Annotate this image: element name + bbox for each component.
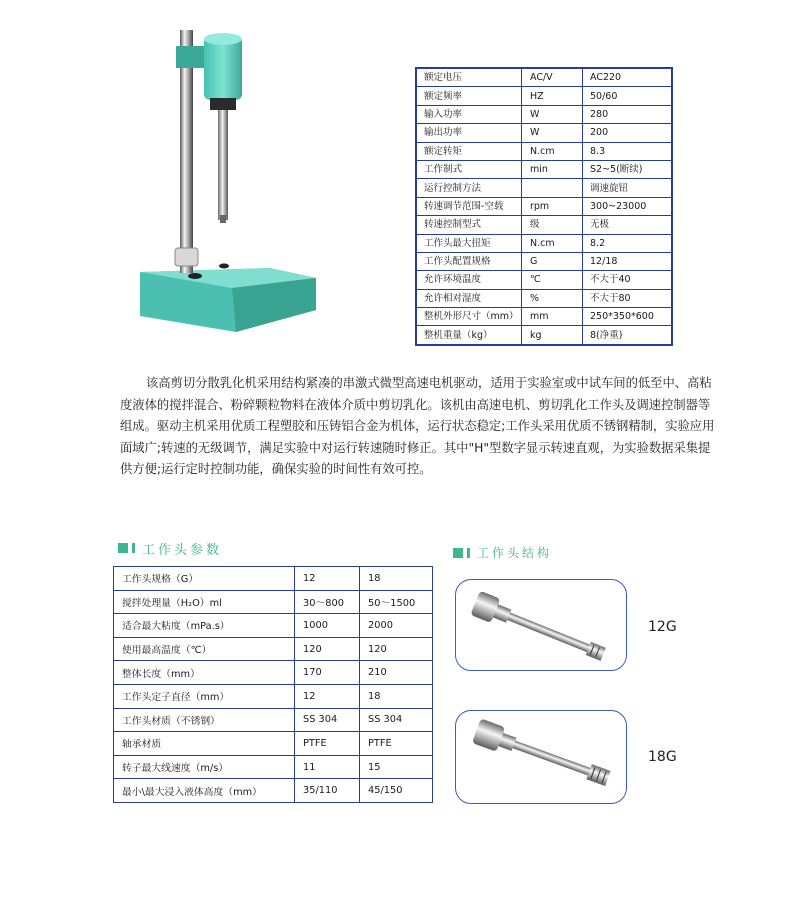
spec-name: 整机外形尺寸（mm） [416,308,522,326]
spec-row [416,234,672,252]
param-name: 工作头材质（不锈钢） [114,708,295,732]
head-18g-image [456,711,626,803]
param-name: 工作头规格（G） [114,567,295,591]
spec-value: 不大于80 [583,289,673,307]
spec-name: 输出功率 [416,124,522,142]
param-18g: 45/150 [360,779,433,803]
spec-row [416,142,672,160]
param-name: 转子最大线速度（m/s） [114,755,295,779]
param-name: 使用最高温度（℃） [114,637,295,661]
spec-unit [522,179,583,197]
spec-row [416,179,672,197]
spec-name: 工作头配置规格 [416,252,522,270]
spec-value: 280 [583,105,673,123]
param-12g: 11 [295,755,360,779]
spec-name: 允许相对湿度 [416,289,522,307]
spec-row [416,160,672,178]
spec-unit: 级 [522,216,583,234]
param-12g: 30～800 [295,590,360,614]
spec-name: 输入功率 [416,105,522,123]
spec-row [416,124,672,142]
param-12g: 12 [295,567,360,591]
spec-value: 无极 [583,216,673,234]
spec-row [416,68,672,87]
product-description: 该高剪切分散乳化机采用结构紧凑的串激式微型高速电机驱动，适用于实验室或中试车间的低至中、高粘度液体的搅拌混合、粉碎颗粒物料在液体介质中剪切乳化。该机由高速电机、剪切乳化工作头及调速控制器等组成。驱动主机采用优质工程塑胶和压铸铝合金为机体，运行状态稳定;工作头采用优质不锈钢精制，实验应用面域广;转速的无级调节，满足实验中对运行转速随时修正。其中"H"型数字显示转速直观，为实验数据采集提供方便;运行定时控制功能，确保实验的时间性有效可控。 [120,376,715,476]
spec-row [416,271,672,289]
param-row [114,661,433,685]
spec-unit: G [522,252,583,270]
spec-name: 转速控制型式 [416,216,522,234]
spec-name: 允许环境温度 [416,271,522,289]
param-row [114,614,433,638]
param-18g: 18 [360,684,433,708]
spec-unit: HZ [522,87,583,105]
param-row [114,684,433,708]
spec-name: 运行控制方法 [416,179,522,197]
spec-table [415,67,673,346]
spec-unit: % [522,289,583,307]
spec-unit: min [522,160,583,178]
param-row [114,567,433,591]
spec-value: AC220 [583,68,673,87]
param-12g: 170 [295,661,360,685]
spec-row [416,252,672,270]
spec-value: 200 [583,124,673,142]
spec-row [416,197,672,215]
disperser-product-image [120,20,320,340]
param-12g: 12 [295,684,360,708]
spec-name: 额定频率 [416,87,522,105]
section-square-icon [453,548,463,558]
spec-name: 工作制式 [416,160,522,178]
param-18g: 120 [360,637,433,661]
param-18g: 2000 [360,614,433,638]
head-12g-image [456,580,626,670]
param-12g: 35/110 [295,779,360,803]
spec-unit: W [522,105,583,123]
spec-value: 不大于40 [583,271,673,289]
param-name: 整体长度（mm） [114,661,295,685]
head-12g-label: 12G [648,619,677,635]
param-row [114,755,433,779]
head-12g-box [455,579,627,671]
spec-row [416,308,672,326]
head-params-table [113,566,433,803]
section-structure-header [453,545,653,565]
spec-value: S2~5(断续) [583,160,673,178]
section-params-header [118,540,318,560]
spec-unit: ℃ [522,271,583,289]
spec-row [416,216,672,234]
spec-name: 工作头最大扭矩 [416,234,522,252]
param-12g: SS 304 [295,708,360,732]
spec-unit: rpm [522,197,583,215]
spec-unit: mm [522,308,583,326]
section-bar-icon [132,543,135,553]
spec-row [416,289,672,307]
param-row [114,637,433,661]
param-18g: SS 304 [360,708,433,732]
param-row [114,732,433,756]
spec-value: 50/60 [583,87,673,105]
section-structure-title: 工作头结构 [477,546,553,560]
spec-value: 调速旋钮 [583,179,673,197]
spec-unit: AC/V [522,68,583,87]
param-name: 最小\最大浸入液体高度（mm） [114,779,295,803]
spec-name: 转速调节范围-空载 [416,197,522,215]
spec-value: 8.3 [583,142,673,160]
spec-name: 整机重量（kg） [416,326,522,345]
spec-name: 额定电压 [416,68,522,87]
spec-unit: N.cm [522,234,583,252]
param-name: 适合最大粘度（mPa.s） [114,614,295,638]
section-params-title: 工作头参数 [142,543,223,558]
param-name: 轴承材质 [114,732,295,756]
param-name: 工作头定子直径（mm） [114,684,295,708]
param-18g: 210 [360,661,433,685]
param-18g: 50～1500 [360,590,433,614]
spec-name: 额定转矩 [416,142,522,160]
spec-value: 300~23000 [583,197,673,215]
spec-value: 8(净重) [583,326,673,345]
spec-unit: N.cm [522,142,583,160]
param-12g: 1000 [295,614,360,638]
param-12g: PTFE [295,732,360,756]
spec-value: 250*350*600 [583,308,673,326]
spec-row [416,326,672,345]
spec-row [416,105,672,123]
spec-value: 8.2 [583,234,673,252]
head-18g-label: 18G [648,749,677,765]
param-row [114,708,433,732]
section-square-icon [118,543,128,553]
param-18g: 18 [360,567,433,591]
spec-value: 12/18 [583,252,673,270]
spec-unit: W [522,124,583,142]
param-18g: 15 [360,755,433,779]
head-18g-box [455,710,627,804]
param-name: 搅拌处理量（H₂O）ml [114,590,295,614]
param-18g: PTFE [360,732,433,756]
param-row [114,590,433,614]
section-bar-icon [467,548,470,558]
spec-row [416,87,672,105]
param-12g: 120 [295,637,360,661]
spec-unit: kg [522,326,583,345]
param-row [114,779,433,803]
